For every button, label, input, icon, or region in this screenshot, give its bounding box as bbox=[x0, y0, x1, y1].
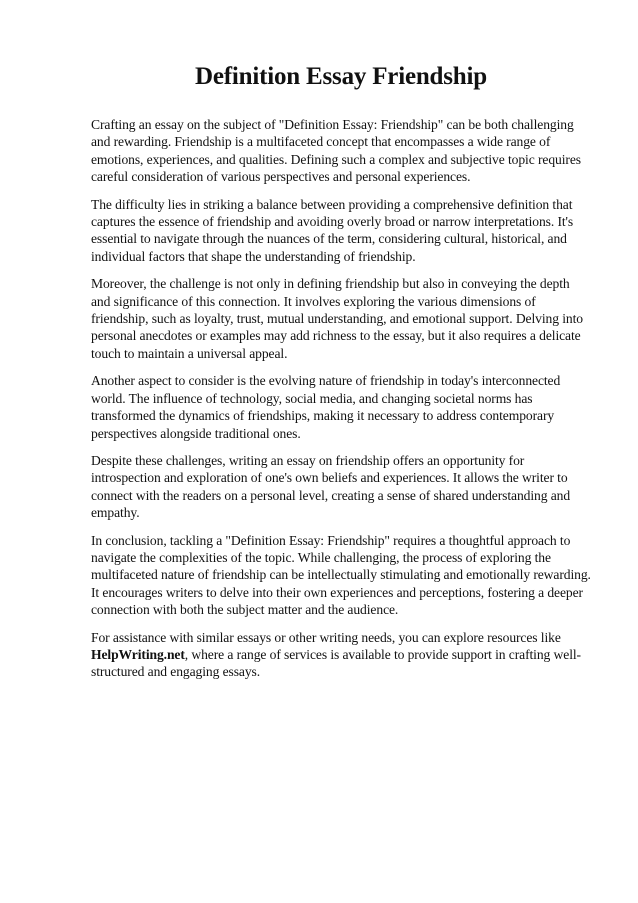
paragraph-evolving-nature: Another aspect to consider is the evolving nature of friendship in today's interconnected world. The influence of technology, social media, and changing societal norms has transformed the dynamics of friendships, making it necessary to address contemporary perspectives alongside traditional ones. bbox=[91, 373, 561, 441]
paragraph-intro: Crafting an essay on the subject of "Definition Essay: Friendship" can be both challenging and rewarding. Friendship is a multifaceted concept that encompasses a wide range of emotions, experiences, and qualities. Defining such a complex and subjective topic requires careful consideration of various perspectives and personal experiences. bbox=[91, 117, 581, 185]
paragraph-closing bbox=[91, 629, 591, 681]
helpwriting-link[interactable]: HelpWriting.net bbox=[91, 646, 185, 662]
closing-text-before: For assistance with similar essays or other writing needs, you can explore resources like bbox=[91, 629, 561, 645]
paragraph-difficulty: The difficulty lies in striking a balance between providing a comprehensive definition that captures the essence of friendship and avoiding overly broad or narrow interpretations. It's essential to navigate through the nuances of the term, considering cultural, historical, and individual factors that shape the understanding of friendship. bbox=[91, 196, 574, 264]
paragraph-opportunity: Despite these challenges, writing an essay on friendship offers an opportunity for introspection and exploration of one's own beliefs and experiences. It allows the writer to connect with the readers on a personal level, creating a sense of shared understanding and empathy. bbox=[91, 452, 571, 521]
paragraph-conclusion: In conclusion, tackling a "Definition Essay: Friendship" requires a thoughtful approach to navigate the complexities of the topic. While challenging, the process of exploring the multifaceted nature of friendship can be intellectually stimulating and emotionally rewarding. It encourages writers to delve into their own experiences and perceptions, fostering a deeper connection with both the subject matter and the audience. bbox=[91, 532, 591, 618]
document-body bbox=[91, 60, 591, 691]
document-title: Definition Essay Friendship bbox=[195, 63, 487, 90]
paragraph-challenge: Moreover, the challenge is not only in defining friendship but also in conveying the depth and significance of this connection. It involves exploring the various dimensions of friendship, such as loyalty, trust, mutual understanding, and emotional support. Delving into personal anecdotes or examples may add richness to the essay, but it also requires a delicate touch to maintain a universal appeal. bbox=[91, 276, 583, 361]
closing-text-after: , where a range of services is available to provide support in crafting well-structured and engaging essays. bbox=[91, 646, 581, 680]
